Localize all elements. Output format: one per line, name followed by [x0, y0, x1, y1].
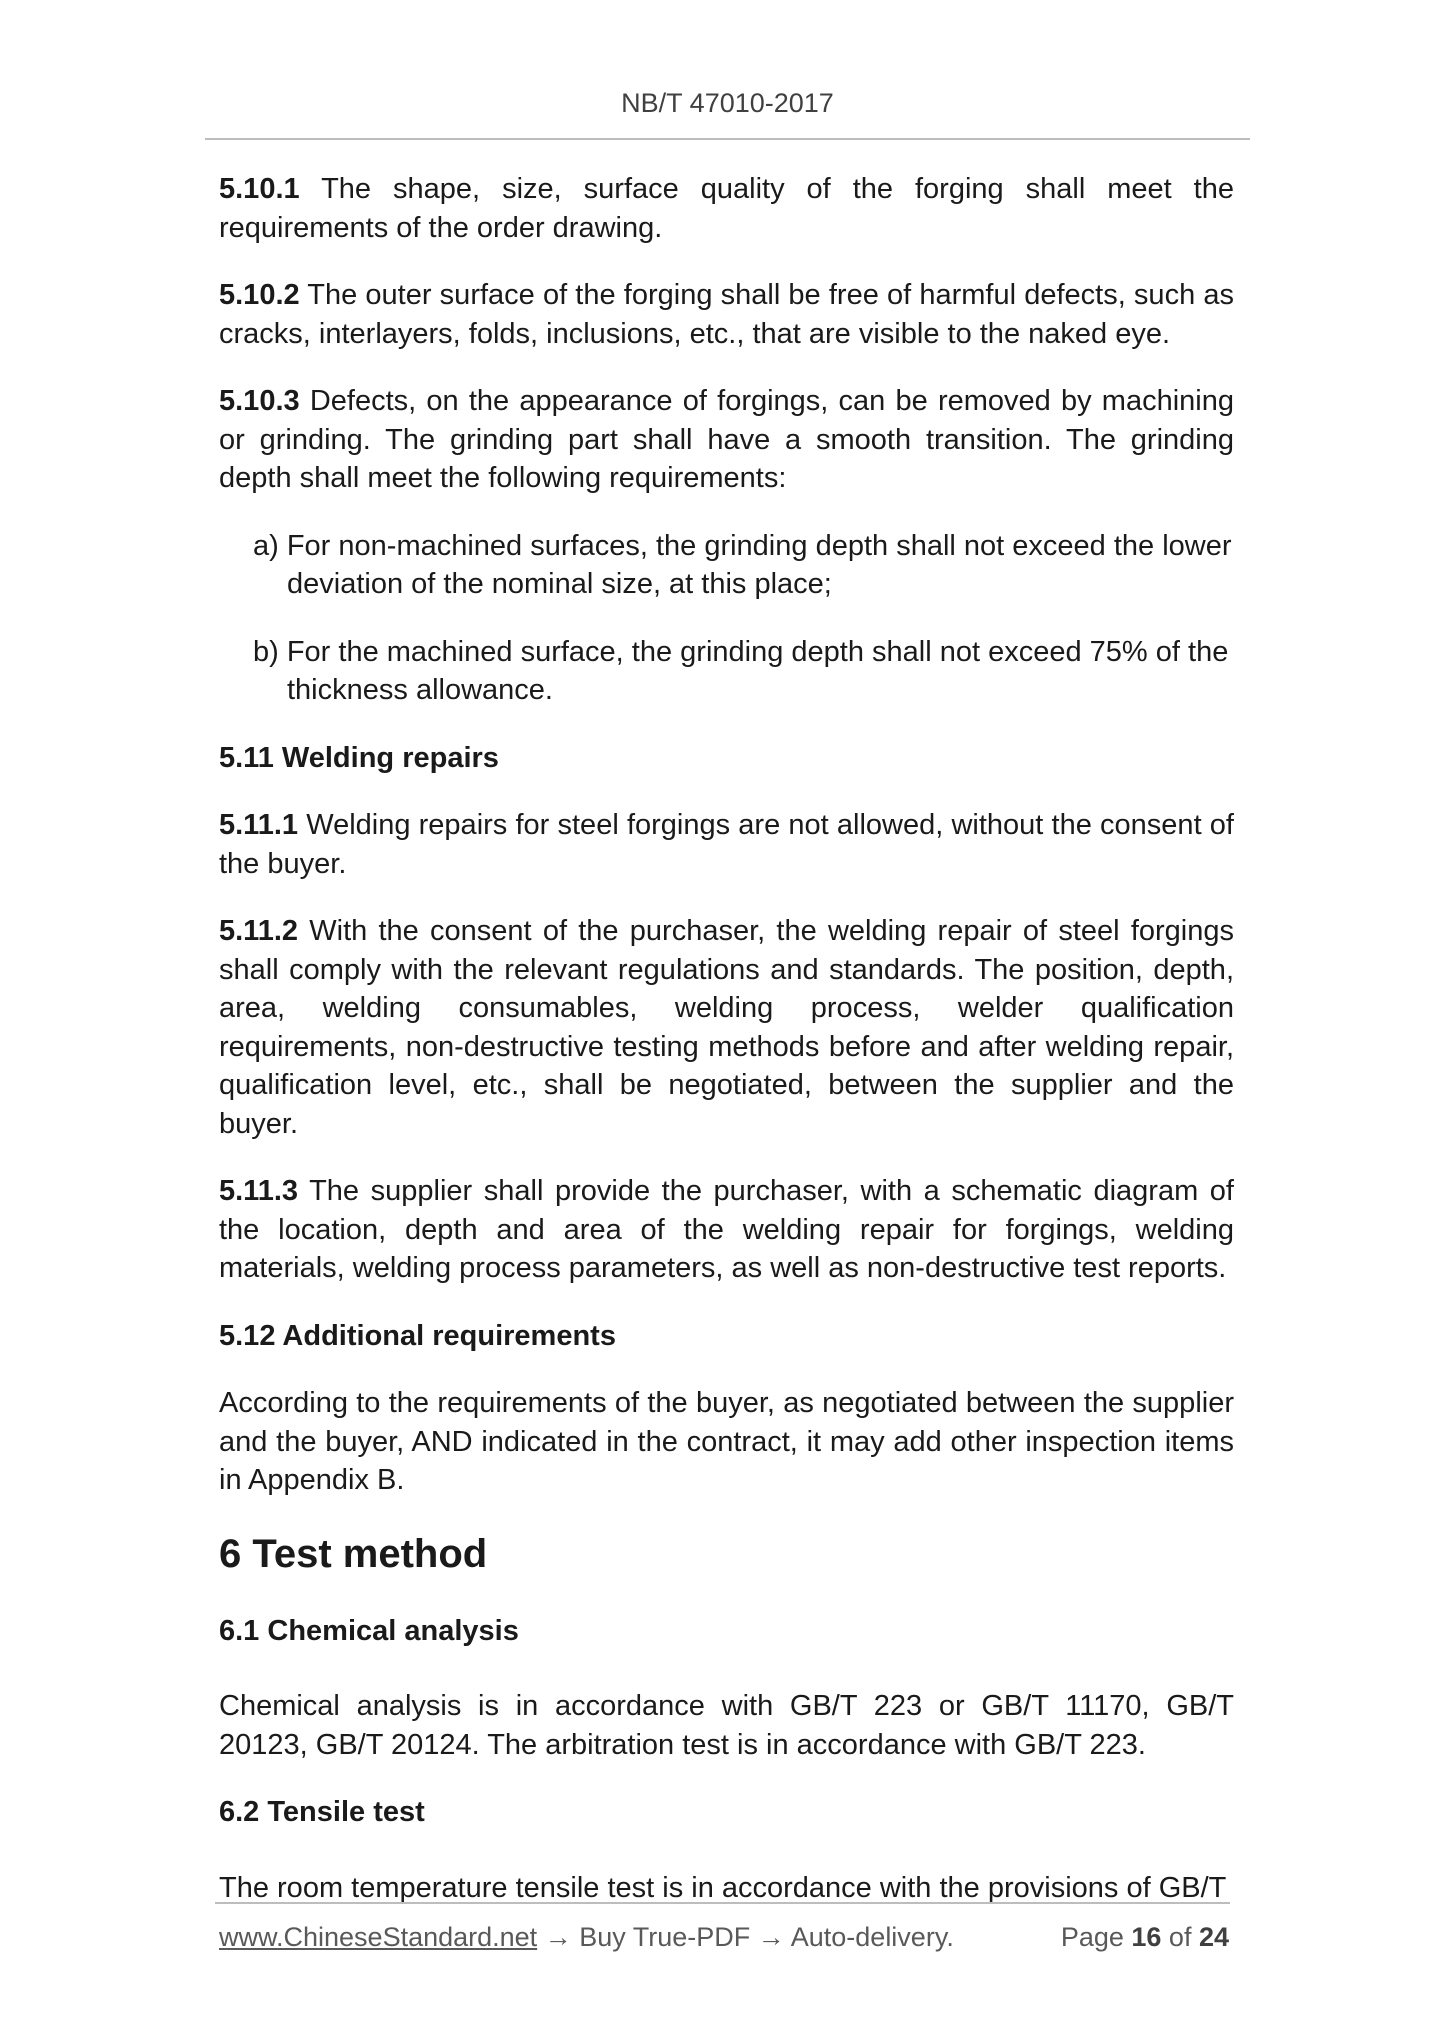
header-divider: [205, 138, 1250, 140]
clause-5-11-1: [219, 806, 1234, 883]
paragraph-6-1: Chemical analysis is in accordance with GB/T 223 or GB/T 11170, GB/T 20123, GB/T 20124. The arbitration test is in accordance with GB/T 223.: [219, 1690, 1234, 1761]
heading-6-1: 6.1 Chemical analysis: [219, 1614, 519, 1647]
clause-number: 5.10.3: [219, 385, 300, 417]
section-heading-6: 6 Test method: [219, 1531, 488, 1576]
page-label: Page: [1060, 1922, 1132, 1952]
heading-5-11: 5.11 Welding repairs: [219, 741, 499, 774]
site-link[interactable]: www.ChineseStandard.net: [219, 1922, 538, 1952]
clause-5-11-3: [219, 1172, 1234, 1288]
document-header: NB/T 47010-2017: [621, 88, 834, 118]
clause-text: The supplier shall provide the purchaser, with a schematic diagram of the location, depth and area of the welding repair for forgings, welding materials, welding process parameters, as well as non-destructive test reports.: [219, 1175, 1234, 1284]
clause-5-11-2: [219, 912, 1234, 1143]
paragraph-6-2: The room temperature tensile test is in accordance with the provisions of GB/T: [219, 1871, 1227, 1904]
heading-6-2: 6.2 Tensile test: [219, 1796, 425, 1828]
clause-number: 5.11.3: [219, 1175, 299, 1207]
page-total: 24: [1198, 1922, 1229, 1952]
clause-number: 5.11.2: [219, 915, 299, 947]
page-indicator: [1061, 1922, 1229, 1953]
list-item-b: b) For the machined surface, the grinding depth shall not exceed 75% of the thickness allowance.: [253, 635, 1229, 706]
page-number: 16: [1131, 1922, 1162, 1952]
list-item-a: a) For non-machined surfaces, the grinding depth shall not exceed the lower deviation of the nominal size, at this place;: [253, 529, 1232, 600]
clause-5-10-2: [219, 276, 1234, 353]
of-label: of: [1161, 1922, 1199, 1952]
footer-promo: [219, 1922, 954, 1953]
clause-5-10-1: [219, 170, 1234, 247]
page-footer: [219, 1922, 1229, 1953]
paragraph-5-12: According to the requirements of the buyer, as negotiated between the supplier and the buyer, AND indicated in the contract, it may add other inspection items in Appendix B.: [219, 1387, 1234, 1496]
footer-divider: [215, 1902, 1230, 1904]
clause-text: The shape, size, surface quality of the forging shall meet the requirements of the order drawing.: [219, 173, 1234, 244]
heading-5-12: 5.12 Additional requirements: [219, 1319, 616, 1352]
clause-text: With the consent of the purchaser, the welding repair of steel forgings shall comply with the relevant regulations and standards. The position, depth, area, welding consumables, welding process, welder qualification requirements, non-destructive testing methods before and after welding repair, qualification level, etc., shall be negotiated, between the supplier and the buyer.: [219, 915, 1234, 1140]
clause-text: Welding repairs for steel forgings are not allowed, without the consent of the buyer.: [219, 809, 1234, 880]
promo-text: → Buy True-PDF → Auto-delivery.: [537, 1922, 954, 1952]
clause-text: The outer surface of the forging shall be free of harmful defects, such as cracks, interlayers, folds, inclusions, etc., that are visible to the naked eye.: [219, 279, 1234, 350]
clause-number: 5.11.1: [219, 809, 299, 841]
clause-number: 5.10.2: [219, 279, 300, 311]
clause-5-10-3: [219, 382, 1234, 498]
clause-text: Defects, on the appearance of forgings, can be removed by machining or grinding. The grinding part shall have a smooth transition. The grinding depth shall meet the following requirements:: [219, 385, 1234, 494]
clause-number: 5.10.1: [219, 173, 300, 205]
document-body: [219, 170, 1234, 1936]
